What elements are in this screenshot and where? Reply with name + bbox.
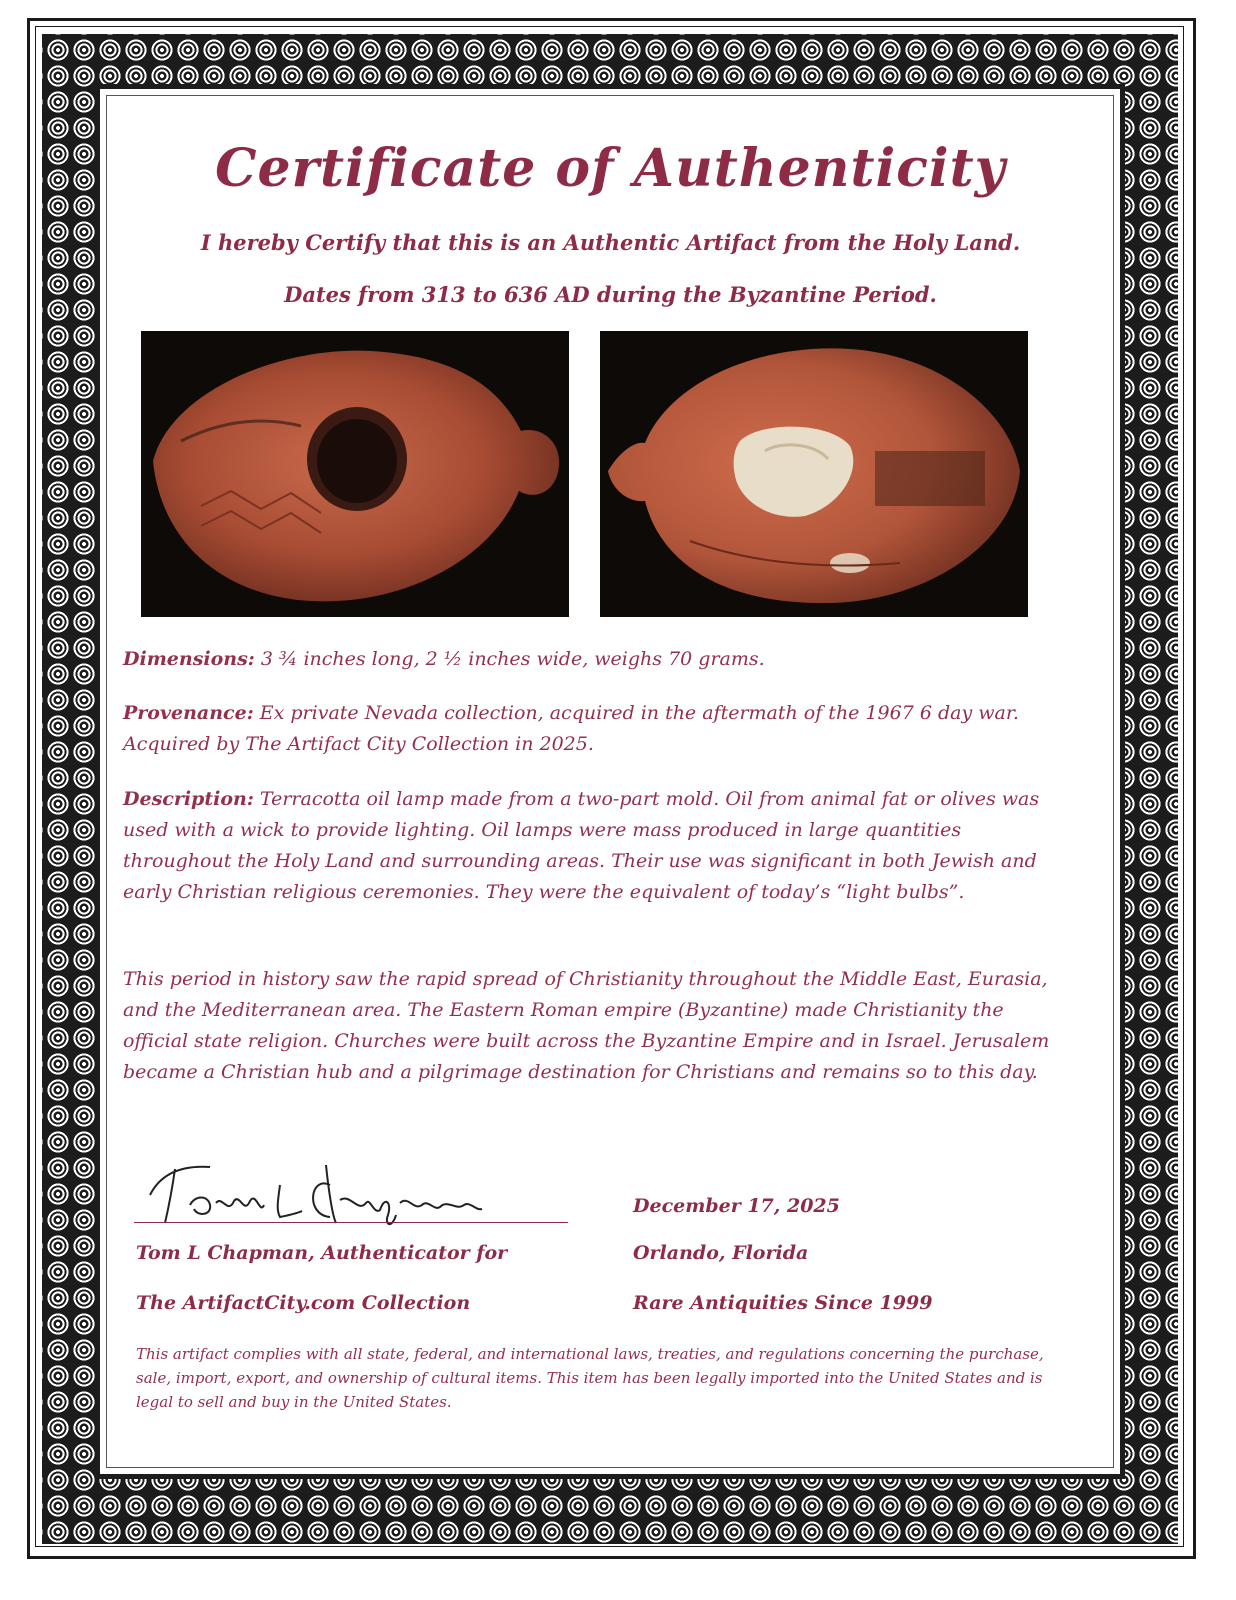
description-text: Terracotta oil lamp made from a two-part mold. Oil from animal fat or olives was used with a wick to provide lighting. Oil lamps were mass produced in large quantities throughout the Holy Land and surrounding areas. Their use was significant in both Jewish and early Christian religious ceremonies. They were the equivalent of today’s “light bulbs”. [123,788,1040,903]
dating-statement: Dates from 313 to 636 AD during the Byzantine Period. [284,282,937,307]
certificate-date: December 17, 2025 [633,1195,840,1217]
oil-lamp-top-image [141,331,569,617]
provenance-paragraph [123,698,1053,760]
handwritten-signature [130,1155,570,1227]
provenance-label: Provenance: [123,702,254,724]
signature-line [134,1222,568,1223]
certification-statement: I hereby Certify that this is an Authentic Artifact from the Holy Land. [200,230,1021,255]
history-paragraph: This period in history saw the rapid spread of Christianity throughout the Middle East, Eurasia, and the Mediterranean area. The Eastern Roman empire (Byzantine) made Christianity the official state religion. Churches were built across the Byzantine Empire and in Israel. Jerusalem became a Christian hub and a pilgrimage destination for Christians and remains so to this day. [123,968,1050,1083]
oil-lamp-bottom-image [600,331,1028,617]
certificate-title: Certificate of Authenticity [215,138,1006,199]
dimensions-label: Dimensions: [123,648,255,670]
collection-name: The ArtifactCity.com Collection [136,1292,471,1314]
oil-lamp-bottom-photo [600,331,1028,617]
description-label: Description: [123,788,254,810]
signature-image [130,1155,570,1227]
authenticator-name: Tom L Chapman, Authenticator for [136,1242,508,1264]
legal-disclaimer: This artifact complies with all state, federal, and international laws, treaties, and regulations concerning the purchase, sale, import, export, and ownership of cultural items. This item has been legally imported into the United States and is legal to sell and buy in the United States. [136,1345,1044,1411]
dimensions-paragraph [123,644,1053,675]
company-tagline: Rare Antiquities Since 1999 [633,1292,933,1314]
provenance-text: Ex private Nevada collection, acquired in the aftermath of the 1967 6 day war. Acquired by The Artifact City Collection in 2025. [123,702,1019,755]
certificate-content [118,100,1103,1460]
certificate-location: Orlando, Florida [633,1242,809,1264]
description-paragraph [123,784,1053,908]
dimensions-text: 3 ¾ inches long, 2 ½ inches wide, weighs 70 grams. [260,648,765,670]
oil-lamp-top-photo [141,331,569,617]
